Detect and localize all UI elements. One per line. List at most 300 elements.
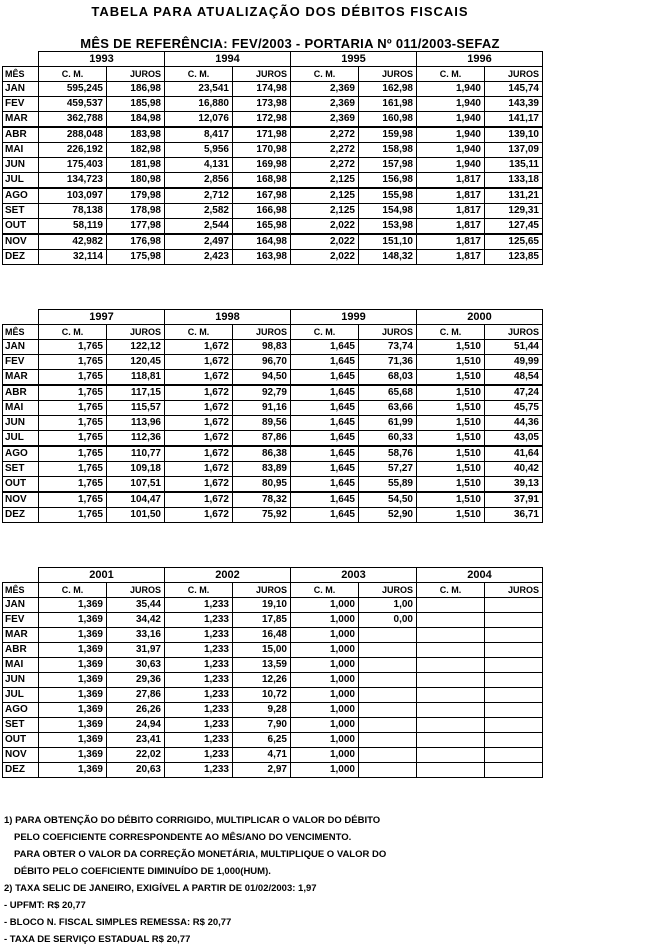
juros-column-header: JUROS: [485, 67, 543, 82]
juros-value: 39,13: [485, 477, 543, 493]
notes: [4, 812, 386, 948]
cm-value: 1,000: [291, 703, 359, 718]
juros-value: 143,39: [485, 97, 543, 112]
cm-value: 1,817: [417, 219, 485, 235]
juros-column-header: JUROS: [359, 67, 417, 82]
month-label: JAN: [3, 340, 39, 355]
juros-value: 123,85: [485, 250, 543, 265]
cm-column-header: C. M.: [291, 67, 359, 82]
cm-value: 175,403: [39, 158, 107, 173]
corner-cell: [3, 310, 39, 325]
juros-value: [359, 703, 417, 718]
month-label: OUT: [3, 477, 39, 493]
table-row: [3, 82, 543, 97]
juros-column-header: JUROS: [485, 325, 543, 340]
cm-value: 1,369: [39, 748, 107, 763]
juros-column-header: JUROS: [107, 325, 165, 340]
table-row: [3, 370, 543, 386]
cm-value: 2,125: [291, 173, 359, 189]
cm-column-header: C. M.: [165, 325, 233, 340]
page-title: TABELA PARA ATUALIZAÇÃO DOS DÉBITOS FISCAIS: [91, 4, 469, 19]
cm-value: 1,000: [291, 613, 359, 628]
cm-value: 1,510: [417, 508, 485, 523]
table-row: [3, 188, 543, 204]
table-row: [3, 477, 543, 493]
juros-value: 73,74: [359, 340, 417, 355]
juros-value: 78,32: [233, 492, 291, 508]
cm-value: 1,369: [39, 658, 107, 673]
month-label: MAR: [3, 628, 39, 643]
cm-value: 1,672: [165, 462, 233, 477]
month-label: SET: [3, 204, 39, 219]
cm-value: 1,510: [417, 385, 485, 401]
cm-value: 1,765: [39, 508, 107, 523]
juros-value: 4,71: [233, 748, 291, 763]
juros-value: 80,95: [233, 477, 291, 493]
month-label: NOV: [3, 234, 39, 250]
cm-value: 1,369: [39, 718, 107, 733]
juros-value: 87,86: [233, 431, 291, 447]
juros-value: 158,98: [359, 143, 417, 158]
table-row: [3, 658, 543, 673]
juros-column-header: JUROS: [107, 67, 165, 82]
cm-value: 1,000: [291, 718, 359, 733]
cm-value: 1,000: [291, 628, 359, 643]
cm-value: [417, 733, 485, 748]
juros-value: 159,98: [359, 127, 417, 143]
cm-value: 1,000: [291, 763, 359, 778]
cm-value: 2,272: [291, 143, 359, 158]
year-header: 1994: [165, 52, 291, 67]
cm-value: 1,817: [417, 188, 485, 204]
cm-value: 2,582: [165, 204, 233, 219]
table-row: [3, 748, 543, 763]
table-row: [3, 703, 543, 718]
juros-value: 145,74: [485, 82, 543, 97]
juros-value: 155,98: [359, 188, 417, 204]
juros-value: 52,90: [359, 508, 417, 523]
cm-value: 2,125: [291, 188, 359, 204]
cm-value: 1,672: [165, 401, 233, 416]
cm-value: 1,672: [165, 416, 233, 431]
cm-value: 1,369: [39, 643, 107, 658]
juros-value: 40,42: [485, 462, 543, 477]
cm-value: 2,022: [291, 250, 359, 265]
cm-value: 1,233: [165, 613, 233, 628]
cm-value: 2,022: [291, 234, 359, 250]
juros-value: 16,48: [233, 628, 291, 643]
cm-value: 2,544: [165, 219, 233, 235]
juros-value: 120,45: [107, 355, 165, 370]
note-line: 1) PARA OBTENÇÃO DO DÉBITO CORRIGIDO, MULTIPLICAR O VALOR DO DÉBITO: [4, 815, 381, 826]
juros-value: 26,26: [107, 703, 165, 718]
cm-value: [417, 643, 485, 658]
cm-value: 1,000: [291, 688, 359, 703]
juros-value: 164,98: [233, 234, 291, 250]
month-column-header: MÊS: [3, 583, 39, 598]
year-header: 1999: [291, 310, 417, 325]
month-label: JUL: [3, 431, 39, 447]
note-line: PELO COEFICIENTE CORRESPONDENTE AO MÊS/ANO DO VENCIMENTO.: [14, 832, 352, 843]
cm-value: 4,131: [165, 158, 233, 173]
table-row: [3, 385, 543, 401]
cm-value: 1,369: [39, 673, 107, 688]
table-row: [3, 508, 543, 523]
juros-value: 141,17: [485, 112, 543, 128]
coefficient-table: [2, 309, 543, 523]
juros-value: 12,26: [233, 673, 291, 688]
juros-value: 160,98: [359, 112, 417, 128]
cm-value: 1,817: [417, 234, 485, 250]
note-line: - UPFMT: R$ 20,77: [4, 900, 86, 911]
cm-value: 1,940: [417, 143, 485, 158]
cm-value: 1,369: [39, 688, 107, 703]
juros-value: [485, 598, 543, 613]
table-row: [3, 355, 543, 370]
year-header: 1996: [417, 52, 543, 67]
cm-value: [417, 613, 485, 628]
cm-value: 1,645: [291, 462, 359, 477]
cm-value: 2,022: [291, 219, 359, 235]
cm-value: 1,510: [417, 401, 485, 416]
juros-value: 49,99: [485, 355, 543, 370]
juros-value: 86,38: [233, 446, 291, 462]
table-row: [3, 143, 543, 158]
juros-value: 125,65: [485, 234, 543, 250]
cm-value: 1,765: [39, 477, 107, 493]
juros-value: 117,15: [107, 385, 165, 401]
table-row: [3, 112, 543, 128]
juros-value: 185,98: [107, 97, 165, 112]
juros-value: [359, 718, 417, 733]
month-label: SET: [3, 718, 39, 733]
juros-value: 9,28: [233, 703, 291, 718]
cm-value: [417, 658, 485, 673]
cm-column-header: C. M.: [291, 583, 359, 598]
cm-value: 1,000: [291, 643, 359, 658]
cm-value: 459,537: [39, 97, 107, 112]
juros-value: 31,97: [107, 643, 165, 658]
cm-value: 1,645: [291, 340, 359, 355]
month-label: JAN: [3, 82, 39, 97]
cm-value: 1,510: [417, 492, 485, 508]
month-label: ABR: [3, 127, 39, 143]
cm-value: 226,192: [39, 143, 107, 158]
juros-value: 60,33: [359, 431, 417, 447]
cm-value: 1,233: [165, 673, 233, 688]
juros-value: 20,63: [107, 763, 165, 778]
juros-value: 181,98: [107, 158, 165, 173]
juros-value: 165,98: [233, 219, 291, 235]
cm-value: [417, 673, 485, 688]
cm-value: 1,645: [291, 477, 359, 493]
juros-value: 139,10: [485, 127, 543, 143]
juros-value: 168,98: [233, 173, 291, 189]
month-label: DEZ: [3, 250, 39, 265]
month-label: DEZ: [3, 508, 39, 523]
juros-value: 177,98: [107, 219, 165, 235]
cm-value: [417, 718, 485, 733]
table-row: [3, 718, 543, 733]
cm-value: 12,076: [165, 112, 233, 128]
table-row: [3, 688, 543, 703]
cm-value: 1,765: [39, 462, 107, 477]
juros-value: 135,11: [485, 158, 543, 173]
juros-value: 57,27: [359, 462, 417, 477]
cm-value: 1,000: [291, 658, 359, 673]
month-label: MAR: [3, 370, 39, 386]
juros-value: 61,99: [359, 416, 417, 431]
juros-value: 0,00: [359, 613, 417, 628]
table-row: [3, 250, 543, 265]
cm-value: 1,233: [165, 718, 233, 733]
juros-value: 71,36: [359, 355, 417, 370]
month-label: MAI: [3, 401, 39, 416]
juros-value: 109,18: [107, 462, 165, 477]
juros-value: [485, 643, 543, 658]
cm-value: 1,765: [39, 401, 107, 416]
month-label: FEV: [3, 355, 39, 370]
table-row: [3, 763, 543, 778]
cm-value: 1,765: [39, 355, 107, 370]
cm-column-header: C. M.: [165, 583, 233, 598]
juros-value: [485, 673, 543, 688]
juros-value: 30,63: [107, 658, 165, 673]
juros-value: 6,25: [233, 733, 291, 748]
juros-value: 169,98: [233, 158, 291, 173]
page-subtitle: MÊS DE REFERÊNCIA: FEV/2003 - PORTARIA Nº 011/2003-SEFAZ: [80, 36, 500, 51]
month-column-header: MÊS: [3, 325, 39, 340]
cm-value: [417, 598, 485, 613]
coefficient-table: [2, 567, 543, 778]
juros-value: 24,94: [107, 718, 165, 733]
juros-value: 131,21: [485, 188, 543, 204]
cm-value: 2,856: [165, 173, 233, 189]
month-label: JUN: [3, 673, 39, 688]
juros-value: 33,16: [107, 628, 165, 643]
juros-value: 83,89: [233, 462, 291, 477]
cm-value: 1,233: [165, 763, 233, 778]
cm-value: 1,510: [417, 446, 485, 462]
juros-value: 51,44: [485, 340, 543, 355]
cm-value: 1,765: [39, 385, 107, 401]
juros-value: [485, 733, 543, 748]
cm-value: 1,645: [291, 385, 359, 401]
cm-value: 1,765: [39, 431, 107, 447]
cm-value: 1,000: [291, 748, 359, 763]
cm-value: 1,940: [417, 127, 485, 143]
juros-value: 115,57: [107, 401, 165, 416]
juros-value: 151,10: [359, 234, 417, 250]
cm-value: 1,672: [165, 431, 233, 447]
cm-value: 1,369: [39, 613, 107, 628]
cm-value: 1,233: [165, 628, 233, 643]
cm-value: [417, 628, 485, 643]
table-row: [3, 462, 543, 477]
table-row: [3, 628, 543, 643]
table-row: [3, 416, 543, 431]
juros-value: 55,89: [359, 477, 417, 493]
cm-value: 1,233: [165, 733, 233, 748]
cm-value: 1,510: [417, 462, 485, 477]
cm-value: 1,510: [417, 477, 485, 493]
cm-value: [417, 748, 485, 763]
cm-column-header: C. M.: [39, 583, 107, 598]
table-row: [3, 158, 543, 173]
juros-value: 178,98: [107, 204, 165, 219]
table-row: [3, 219, 543, 235]
juros-value: 163,98: [233, 250, 291, 265]
cm-value: 1,645: [291, 446, 359, 462]
cm-value: 1,369: [39, 733, 107, 748]
juros-column-header: JUROS: [233, 583, 291, 598]
juros-column-header: JUROS: [107, 583, 165, 598]
cm-value: 1,672: [165, 385, 233, 401]
cm-value: 32,114: [39, 250, 107, 265]
juros-value: 96,70: [233, 355, 291, 370]
month-label: SET: [3, 462, 39, 477]
cm-value: 2,712: [165, 188, 233, 204]
cm-column-header: C. M.: [39, 325, 107, 340]
juros-value: 122,12: [107, 340, 165, 355]
juros-value: 92,79: [233, 385, 291, 401]
month-label: FEV: [3, 613, 39, 628]
cm-value: 1,000: [291, 598, 359, 613]
cm-value: 134,723: [39, 173, 107, 189]
month-label: AGO: [3, 703, 39, 718]
cm-value: 1,672: [165, 446, 233, 462]
juros-value: 36,71: [485, 508, 543, 523]
cm-column-header: C. M.: [417, 67, 485, 82]
juros-value: [359, 658, 417, 673]
cm-value: 1,233: [165, 748, 233, 763]
cm-value: 2,369: [291, 97, 359, 112]
cm-value: 1,233: [165, 658, 233, 673]
cm-value: 1,940: [417, 112, 485, 128]
table-row: [3, 97, 543, 112]
juros-value: 13,59: [233, 658, 291, 673]
juros-value: 35,44: [107, 598, 165, 613]
note-line: 2) TAXA SELIC DE JANEIRO, EXIGÍVEL A PARTIR DE 01/02/2003: 1,97: [4, 883, 317, 894]
juros-value: 15,00: [233, 643, 291, 658]
juros-value: [485, 763, 543, 778]
year-header: 1993: [39, 52, 165, 67]
juros-value: 23,41: [107, 733, 165, 748]
cm-value: 2,497: [165, 234, 233, 250]
juros-value: 19,10: [233, 598, 291, 613]
juros-value: 175,98: [107, 250, 165, 265]
table-row: [3, 173, 543, 189]
juros-value: 173,98: [233, 97, 291, 112]
month-label: ABR: [3, 643, 39, 658]
juros-value: [359, 763, 417, 778]
juros-value: [485, 703, 543, 718]
juros-value: 58,76: [359, 446, 417, 462]
juros-value: 94,50: [233, 370, 291, 386]
juros-value: 184,98: [107, 112, 165, 128]
year-header: 2002: [165, 568, 291, 583]
cm-value: 1,645: [291, 431, 359, 447]
cm-value: 1,233: [165, 598, 233, 613]
juros-value: 1,00: [359, 598, 417, 613]
cm-value: 1,940: [417, 82, 485, 97]
juros-value: 34,42: [107, 613, 165, 628]
juros-value: 129,31: [485, 204, 543, 219]
month-label: AGO: [3, 446, 39, 462]
cm-column-header: C. M.: [165, 67, 233, 82]
juros-value: 98,83: [233, 340, 291, 355]
cm-value: 1,233: [165, 643, 233, 658]
juros-value: 162,98: [359, 82, 417, 97]
juros-value: 156,98: [359, 173, 417, 189]
year-header: 2001: [39, 568, 165, 583]
cm-value: 1,645: [291, 416, 359, 431]
juros-value: 89,56: [233, 416, 291, 431]
juros-value: 180,98: [107, 173, 165, 189]
table-row: [3, 234, 543, 250]
cm-value: 1,510: [417, 431, 485, 447]
juros-value: 157,98: [359, 158, 417, 173]
cm-value: 2,125: [291, 204, 359, 219]
juros-value: [485, 748, 543, 763]
cm-value: [417, 688, 485, 703]
juros-value: 112,36: [107, 431, 165, 447]
cm-value: 1,000: [291, 733, 359, 748]
juros-value: 45,75: [485, 401, 543, 416]
month-label: NOV: [3, 748, 39, 763]
cm-value: [417, 703, 485, 718]
month-column-header: MÊS: [3, 67, 39, 82]
juros-value: 101,50: [107, 508, 165, 523]
cm-value: 1,510: [417, 416, 485, 431]
juros-value: [485, 628, 543, 643]
cm-value: 78,138: [39, 204, 107, 219]
table-row: [3, 127, 543, 143]
cm-column-header: C. M.: [39, 67, 107, 82]
month-label: FEV: [3, 97, 39, 112]
cm-value: 2,272: [291, 158, 359, 173]
juros-value: 166,98: [233, 204, 291, 219]
month-label: DEZ: [3, 763, 39, 778]
table-row: [3, 340, 543, 355]
cm-column-header: C. M.: [417, 325, 485, 340]
juros-value: 110,77: [107, 446, 165, 462]
month-label: OUT: [3, 219, 39, 235]
juros-column-header: JUROS: [233, 325, 291, 340]
juros-value: 176,98: [107, 234, 165, 250]
cm-value: 1,672: [165, 340, 233, 355]
cm-value: 1,940: [417, 158, 485, 173]
juros-value: [359, 733, 417, 748]
cm-value: 1,000: [291, 673, 359, 688]
note-line: PARA OBTER O VALOR DA CORREÇÃO MONETÁRIA, MULTIPLIQUE O VALOR DO: [14, 849, 387, 860]
month-label: AGO: [3, 188, 39, 204]
juros-value: 148,32: [359, 250, 417, 265]
month-label: JUN: [3, 158, 39, 173]
juros-value: 179,98: [107, 188, 165, 204]
cm-value: 1,645: [291, 492, 359, 508]
cm-value: 288,048: [39, 127, 107, 143]
cm-value: 8,417: [165, 127, 233, 143]
cm-value: 1,369: [39, 628, 107, 643]
month-label: MAI: [3, 143, 39, 158]
cm-value: 1,765: [39, 370, 107, 386]
table-row: [3, 431, 543, 447]
corner-cell: [3, 568, 39, 583]
juros-value: 48,54: [485, 370, 543, 386]
cm-value: 1,369: [39, 598, 107, 613]
cm-value: [417, 763, 485, 778]
